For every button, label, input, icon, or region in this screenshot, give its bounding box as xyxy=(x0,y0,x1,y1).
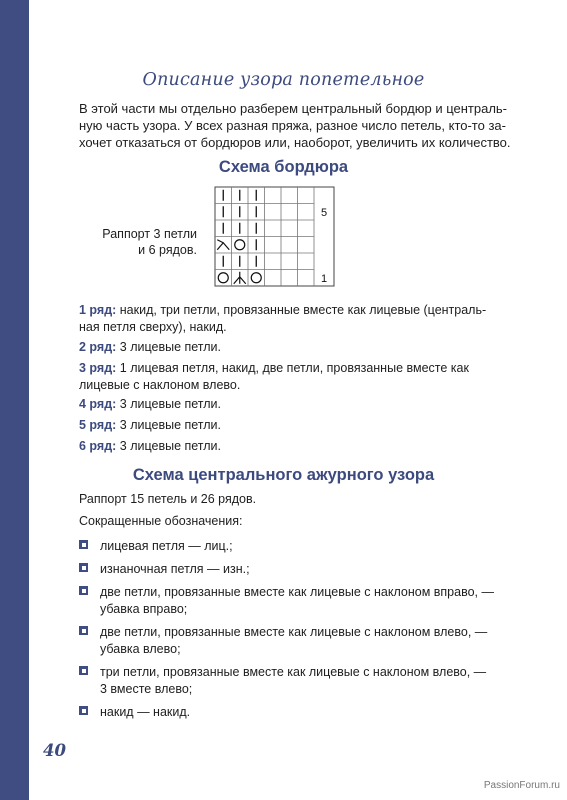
legend-text: две петли, провязанные вместе как лицевые с наклоном вправо, — xyxy=(100,585,494,599)
row-text: 3 лицевые петли. xyxy=(119,340,222,354)
legend-text: убавка вправо; xyxy=(100,601,188,616)
intro-line: В этой части мы отдельно разберем центральный бордюр и централь- xyxy=(79,101,508,116)
row-number: 1 ряд: xyxy=(79,303,117,317)
bullet-square-icon xyxy=(79,586,88,595)
bullet-square-icon xyxy=(79,563,88,572)
border-scheme-title: Схема бордюра xyxy=(218,158,349,176)
legend-text: две петли, провязанные вместе как лицевые с наклоном влево, — xyxy=(100,625,488,639)
row-text: 3 лицевые петли. xyxy=(119,439,222,453)
row-instruction-4 xyxy=(79,396,493,413)
border-chart xyxy=(214,186,354,299)
row-instruction-3 xyxy=(79,360,493,394)
row-number: 4 ряд: xyxy=(79,397,117,411)
yarn-over-symbol xyxy=(218,273,228,283)
legend-text: 3 вместе влево; xyxy=(100,681,193,696)
watermark: PassionForum.ru xyxy=(483,780,560,791)
rapport-line: и 6 рядов. xyxy=(138,243,197,257)
border-chart-grid xyxy=(214,186,354,294)
legend-text: изнаночная петля — изн.; xyxy=(100,562,250,576)
page-number: 40 xyxy=(43,741,66,760)
border-rapport-label xyxy=(97,226,197,258)
page-sidebar-band xyxy=(0,0,29,800)
bullet-square-icon xyxy=(79,626,88,635)
intro-paragraph xyxy=(79,100,511,151)
row-text: ная петля сверху), накид. xyxy=(79,320,227,334)
row-instruction-2 xyxy=(79,339,493,356)
row-text: накид, три петли, провязанные вместе как лицевые (централь- xyxy=(119,303,487,317)
row-text: 1 лицевая петля, накид, две петли, провязанные вместе как xyxy=(119,361,469,375)
row-text: 3 лицевые петли. xyxy=(119,397,222,411)
decrease-left-symbol xyxy=(217,240,229,250)
bullet-square-icon xyxy=(79,706,88,715)
central-rapport: Раппорт 15 петель и 26 рядов. xyxy=(79,492,257,506)
intro-line: хочет отказаться от бордюров или, наоборот, увеличить их количество. xyxy=(79,135,511,150)
row-text: лицевые с наклоном влево. xyxy=(79,378,241,392)
three-together-symbol xyxy=(234,272,246,284)
row-instruction-5 xyxy=(79,417,493,434)
bullet-square-icon xyxy=(79,540,88,549)
legend-text: убавка влево; xyxy=(100,641,181,656)
row-number: 6 ряд: xyxy=(79,439,117,453)
bullet-square-icon xyxy=(79,666,88,675)
legend-text: накид — накид. xyxy=(100,705,191,719)
chart-row-label-bottom: 1 xyxy=(320,272,328,285)
abbreviations-title: Сокращенные обозначения: xyxy=(79,514,243,528)
row-text: 3 лицевые петли. xyxy=(119,418,222,432)
pattern-description-title: Описание узора попетельное xyxy=(142,70,425,90)
yarn-over-symbol xyxy=(251,273,261,283)
row-instruction-1 xyxy=(79,302,493,336)
row-number: 2 ряд: xyxy=(79,340,117,354)
intro-line: ную часть узора. У всех разная пряжа, разное число петель, кто-то за- xyxy=(79,118,506,133)
row-instruction-6 xyxy=(79,438,493,455)
yarn-over-symbol xyxy=(235,240,245,250)
row-number: 3 ряд: xyxy=(79,361,117,375)
rapport-line: Раппорт 3 петли xyxy=(102,227,197,241)
central-scheme-title: Схема центрального ажурного узора xyxy=(132,466,435,484)
legend-text: три петли, провязанные вместе как лицевые с наклоном влево, — xyxy=(100,665,487,679)
legend-text: лицевая петля — лиц.; xyxy=(100,539,233,553)
chart-row-label-top: 5 xyxy=(320,206,328,219)
row-number: 5 ряд: xyxy=(79,418,117,432)
